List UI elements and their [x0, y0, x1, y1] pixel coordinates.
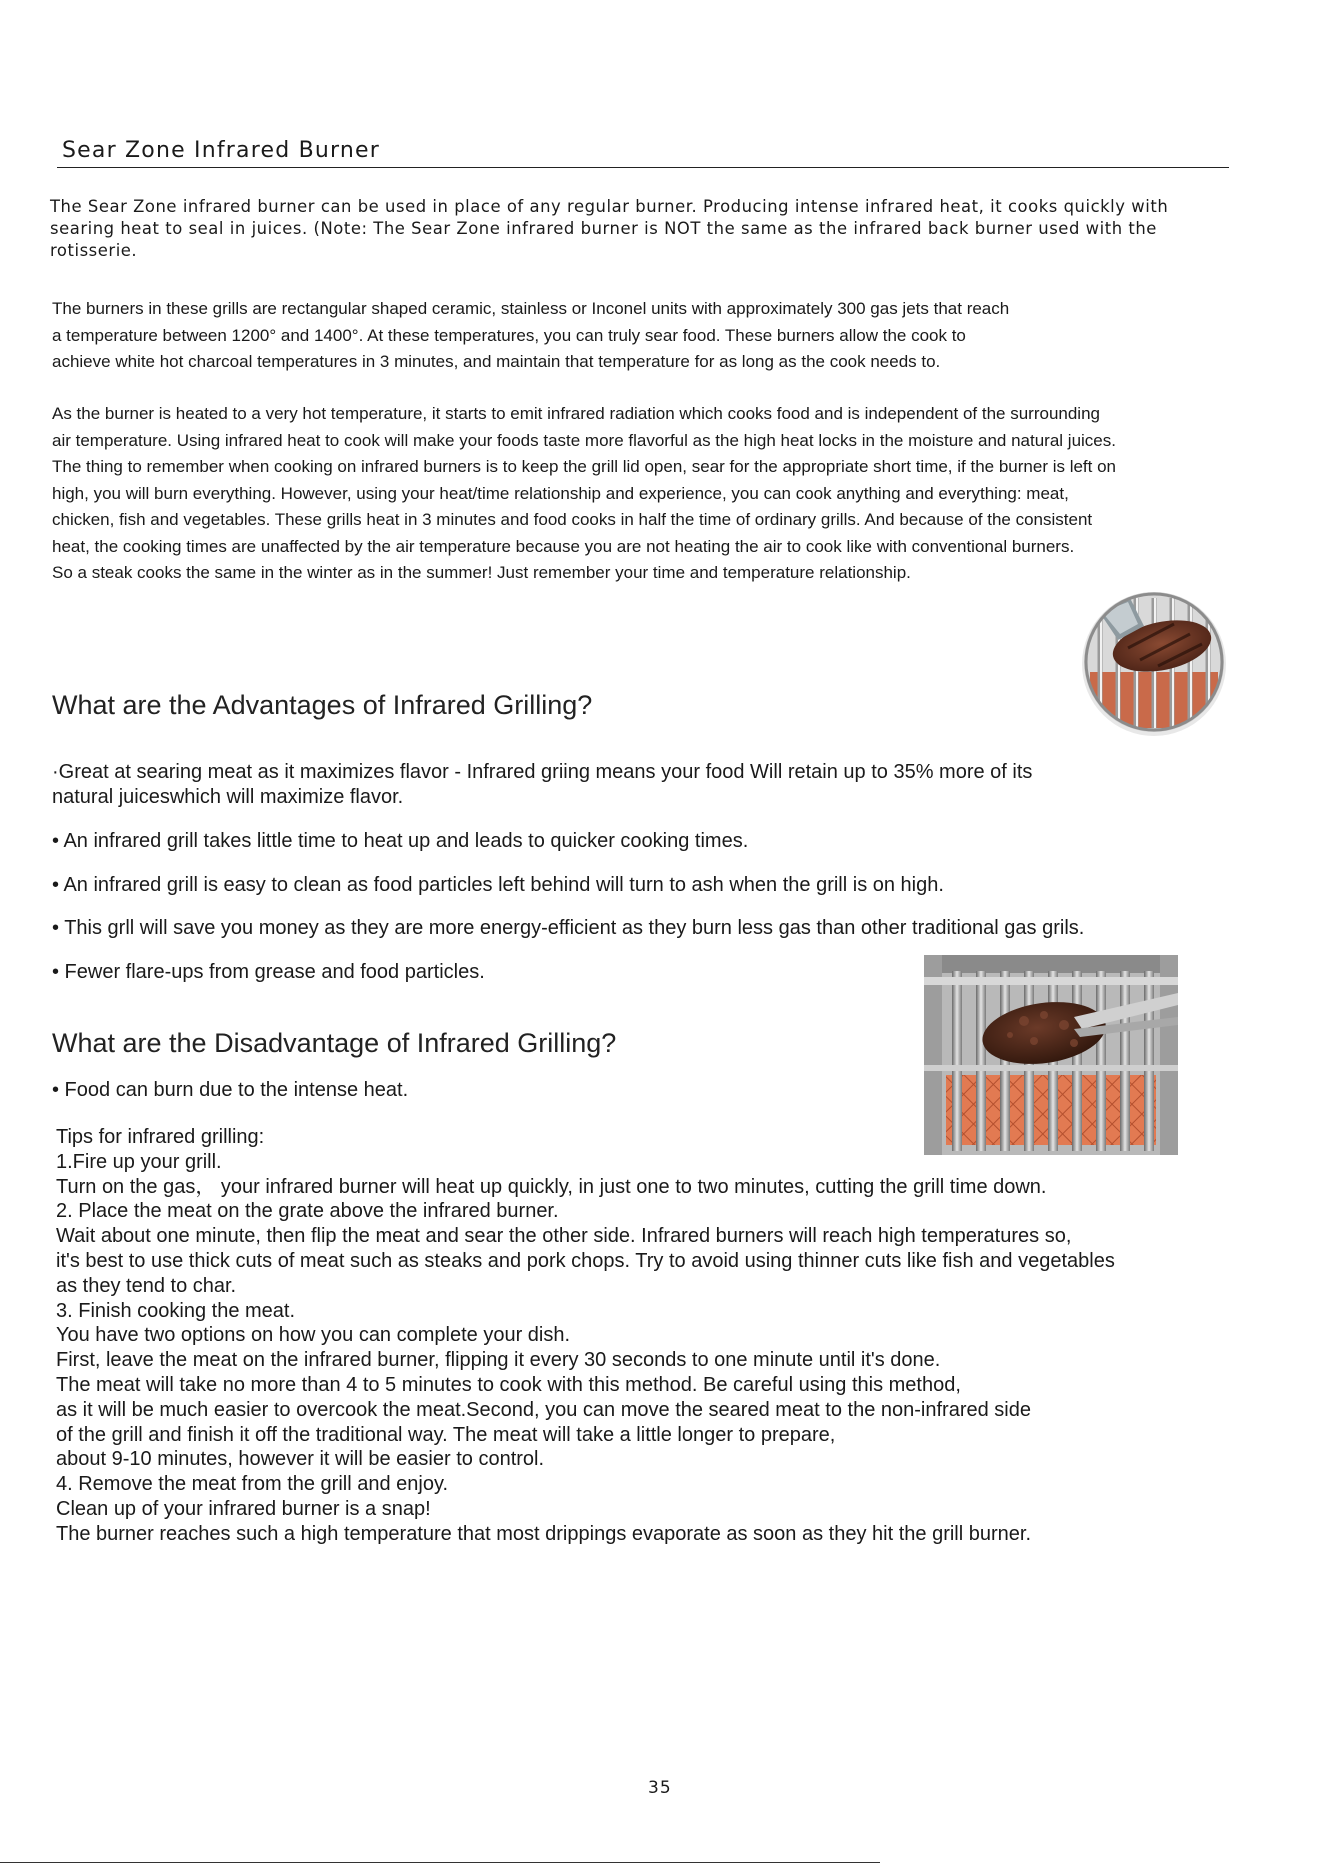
paragraph-line: a temperature between 1200° and 1400°. At these temperatures, you can truly sear food. These burners allow the cook to	[52, 325, 966, 345]
advantage-item: • This grll will save you money as they are more energy-efficient as they burn less gas than other traditional gas grils.	[52, 917, 1085, 939]
tips-line: Wait about one minute, then flip the meat and sear the other side. Infrared burners will reach high temperatures so,	[56, 1225, 1072, 1248]
tips-section	[56, 1125, 1115, 1547]
tips-line: of the grill and finish it off the traditional way. The meat will take a little longer to prepare,	[56, 1423, 836, 1446]
tips-line: The meat will take no more than 4 to 5 minutes to cook with this method. Be careful using this method,	[56, 1373, 961, 1396]
tips-line: as they tend to char.	[56, 1274, 237, 1297]
advantage-line: natural juiceswhich will maximize flavor.	[52, 785, 404, 808]
paragraph-line: achieve white hot charcoal temperatures in 3 minutes, and maintain that temperature for as long as the cook needs to.	[52, 352, 941, 371]
burner-description-paragraph	[52, 296, 1009, 376]
tips-heading: Tips for infrared grilling:	[56, 1126, 265, 1148]
paragraph-line: high, you will burn everything. However, using your heat/time relationship and experience, you can cook anything and everything: meat,	[52, 483, 1069, 503]
advantages-heading: What are the Advantages of Infrared Grilling?	[52, 690, 593, 720]
section-title: Sear Zone Infrared Burner	[62, 138, 380, 163]
intro-line: The Sear Zone infrared burner can be used in place of any regular burner. Producing intense infrared heat, it cooks quickly with	[50, 197, 1169, 216]
advantage-item: • An infrared grill is easy to clean as food particles left behind will turn to ash when the grill is on high.	[52, 874, 944, 896]
bottom-rule	[0, 1862, 880, 1863]
intro-paragraph	[50, 196, 1270, 262]
advantage-item: • Fewer flare-ups from grease and food particles.	[52, 961, 485, 983]
paragraph-line: As the burner is heated to a very hot temperature, it starts to emit infrared radiation which cooks food and is independent of the surrounding	[52, 404, 1100, 423]
intro-line: searing heat to seal in juices. (Note: The Sear Zone infrared burner is NOT the same as the infrared back burner used with the	[50, 219, 1157, 238]
tips-line: Turn on the gas， your infrared burner will heat up quickly, in just one to two minutes, cutting the grill time down.	[56, 1175, 1047, 1198]
disadvantages-heading: What are the Disadvantage of Infrared Grilling?	[52, 1028, 617, 1058]
tips-line: it's best to use thick cuts of meat such as steaks and pork chops. Try to avoid using thinner cuts like fish and vegetables	[56, 1249, 1115, 1272]
paragraph-line: air temperature. Using infrared heat to cook will make your foods taste more flavorful as the high heat locks in the moisture and natural juices.	[52, 430, 1116, 450]
tips-line: 4. Remove the meat from the grill and enjoy.	[56, 1473, 449, 1496]
disadvantage-item: • Food can burn due to the intense heat.	[52, 1079, 409, 1101]
paragraph-line: So a steak cooks the same in the winter as in the summer! Just remember your time and temperature relationship.	[52, 563, 911, 582]
infrared-radiation-paragraph	[52, 401, 1116, 587]
advantage-line: ·Great at searing meat as it maximizes flavor - Infrared griing means your food Will retain up to 35% more of its	[52, 761, 1033, 783]
paragraph-line: The thing to remember when cooking on infrared burners is to keep the grill lid open, sear for the appropriate short time, if the burner is left on	[52, 457, 1117, 476]
tips-line: The burner reaches such a high temperature that most drippings evaporate as soon as they hit the grill burner.	[56, 1522, 1031, 1545]
intro-line: rotisserie.	[50, 241, 138, 260]
paragraph-line: chicken, fish and vegetables. These grills heat in 3 minutes and food cooks in half the time of ordinary grills. And because of the consistent	[52, 510, 1093, 529]
paragraph-line: The burners in these grills are rectangular shaped ceramic, stainless or Inconel units with approximately 300 gas jets that reach	[52, 299, 1010, 318]
page-number: 35	[648, 1778, 672, 1798]
tips-line: First, leave the meat on the infrared burner, flipping it every 30 seconds to one minute until it's done.	[56, 1349, 941, 1372]
tips-line: Clean up of your infrared burner is a snap!	[56, 1497, 431, 1520]
tips-line: 2. Place the meat on the grate above the infrared burner.	[56, 1200, 559, 1223]
advantage-item	[52, 760, 1032, 809]
tips-line: 1.Fire up your grill.	[56, 1150, 222, 1173]
tips-line: You have two options on how you can complete your dish.	[56, 1324, 571, 1347]
searing-steak-photo	[1078, 588, 1230, 736]
advantage-item: • An infrared grill takes little time to heat up and leads to quicker cooking times.	[52, 830, 749, 852]
tips-line: 3. Finish cooking the meat.	[56, 1299, 296, 1322]
title-underline	[57, 167, 1229, 168]
tips-line: about 9-10 minutes, however it will be easier to control.	[56, 1448, 545, 1471]
paragraph-line: heat, the cooking times are unaffected by the air temperature because you are not heating the air to cook like with conventional burners.	[52, 536, 1075, 556]
tips-line: as it will be much easier to overcook the meat.Second, you can move the seared meat to the non-infrared side	[56, 1398, 1031, 1421]
